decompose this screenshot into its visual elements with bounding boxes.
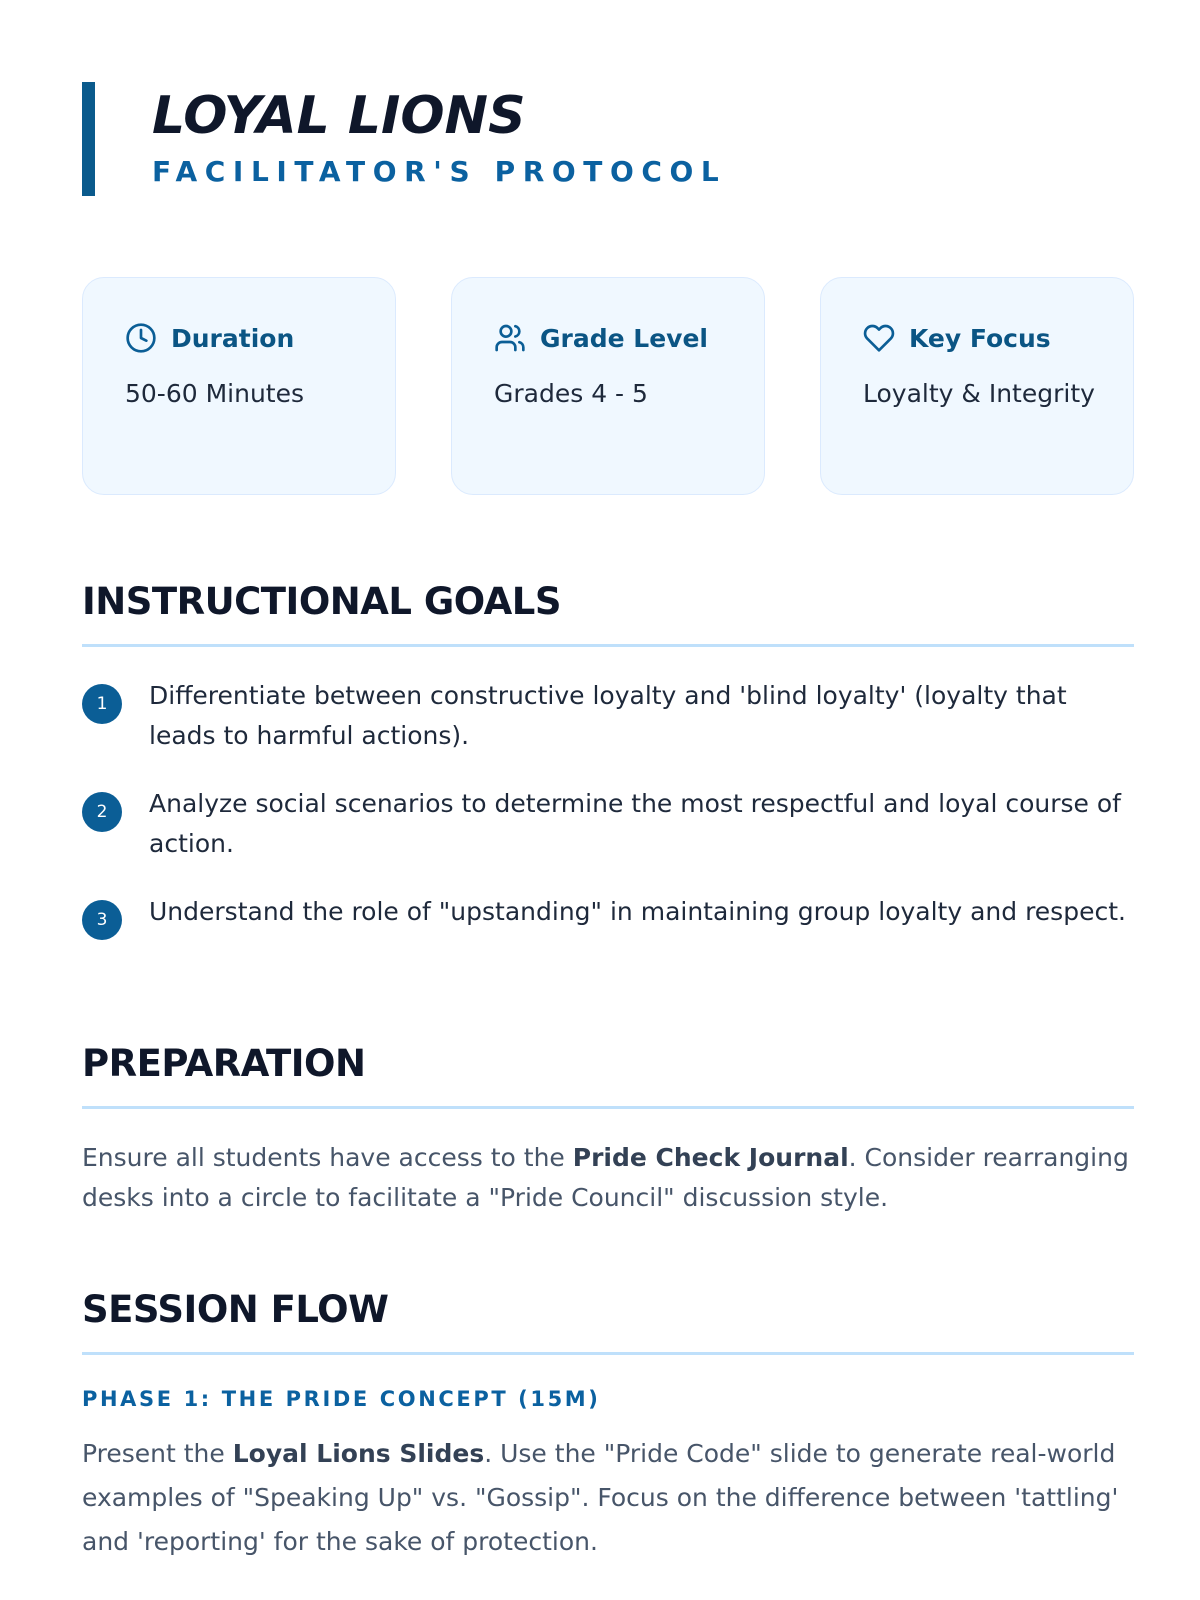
page-subtitle: FACILITATOR'S PROTOCOL xyxy=(152,155,727,188)
page-header xyxy=(82,82,1134,196)
preparation-text xyxy=(82,1138,1134,1218)
phase-1-text-before: Present the xyxy=(82,1439,233,1468)
phase-1-text-after: . Use the "Pride Code" slide to generate real-world examples of "Speaking Up" vs. "Gossip". Focus on the difference between 'tattling' and 'reporting' for the sake of protection. xyxy=(82,1439,1119,1556)
preparation-text-after: . Consider rearranging desks into a circle to facilitate a "Pride Council" discussion style. xyxy=(82,1143,1129,1212)
info-cards xyxy=(82,277,1134,495)
heart-icon xyxy=(863,322,895,354)
card-value: 50-60 Minutes xyxy=(125,379,305,408)
section-divider xyxy=(82,644,1134,647)
section-divider xyxy=(82,1106,1134,1109)
card-label: Key Focus xyxy=(909,323,1051,353)
goal-number-badge: 2 xyxy=(82,792,122,832)
pride-check-journal-link: Pride Check Journal xyxy=(572,1143,849,1172)
card-label: Duration xyxy=(171,323,295,353)
grade-level-card xyxy=(451,277,765,495)
loyal-lions-slides-link: Loyal Lions Slides xyxy=(232,1439,485,1468)
page-title: LOYAL LIONS xyxy=(152,86,526,146)
card-header xyxy=(494,320,708,356)
goal-text: Analyze social scenarios to determine the most respectful and loyal course of action. xyxy=(149,789,1121,858)
goal-number-badge: 3 xyxy=(82,900,122,940)
goal-text: Differentiate between constructive loyalty and 'blind loyalty' (loyalty that leads to harmful actions). xyxy=(149,681,1067,750)
card-header xyxy=(125,320,294,356)
phase-1-text xyxy=(82,1432,1134,1564)
key-focus-card xyxy=(820,277,1134,495)
goal-text: Understand the role of "upstanding" in maintaining group loyalty and respect. xyxy=(149,897,1126,926)
users-icon xyxy=(494,322,526,354)
header-accent-bar xyxy=(82,82,95,196)
goal-number-badge: 1 xyxy=(82,684,122,724)
goals-heading: INSTRUCTIONAL GOALS xyxy=(82,580,562,623)
card-header xyxy=(863,320,1051,356)
clock-icon xyxy=(125,322,157,354)
section-divider xyxy=(82,1352,1134,1355)
preparation-text-before: Ensure all students have access to the xyxy=(82,1143,573,1172)
duration-card xyxy=(82,277,396,495)
card-value: Grades 4 - 5 xyxy=(494,379,648,408)
card-value: Loyalty & Integrity xyxy=(863,379,1095,408)
phase-1-title: PHASE 1: THE PRIDE CONCEPT (15M) xyxy=(82,1387,601,1411)
session-flow-heading: SESSION FLOW xyxy=(82,1288,389,1331)
card-label: Grade Level xyxy=(540,323,708,353)
preparation-heading: PREPARATION xyxy=(82,1042,366,1085)
